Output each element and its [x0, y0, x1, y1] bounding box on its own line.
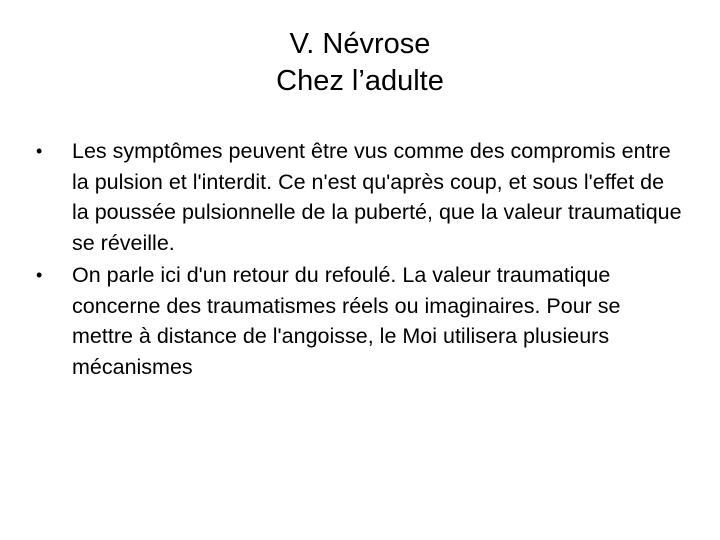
bullet-list: [36, 136, 686, 384]
slide-title-line-1: V. Névrose: [289, 28, 431, 60]
bullet-text: Les symptômes peuvent être vus comme des compromis entre la pulsion et l'interdit. Ce n'est qu'après coup, et sous l'effet de la poussée pulsionnelle de la puberté, que la valeur traumatique se réveille.: [72, 139, 682, 255]
bullet-item: [36, 260, 686, 382]
bullet-item: [36, 136, 686, 258]
bullet-marker: •: [36, 141, 43, 161]
slide-title: [0, 26, 720, 100]
bullet-marker: •: [36, 265, 43, 285]
bullet-text: On parle ici d'un retour du refoulé. La valeur traumatique concerne des traumatismes réels ou imaginaires. Pour se mettre à distance de l'angoisse, le Moi utilisera plusieurs mécanismes: [72, 263, 621, 379]
slide-title-line-2: Chez l’adulte: [276, 65, 444, 97]
